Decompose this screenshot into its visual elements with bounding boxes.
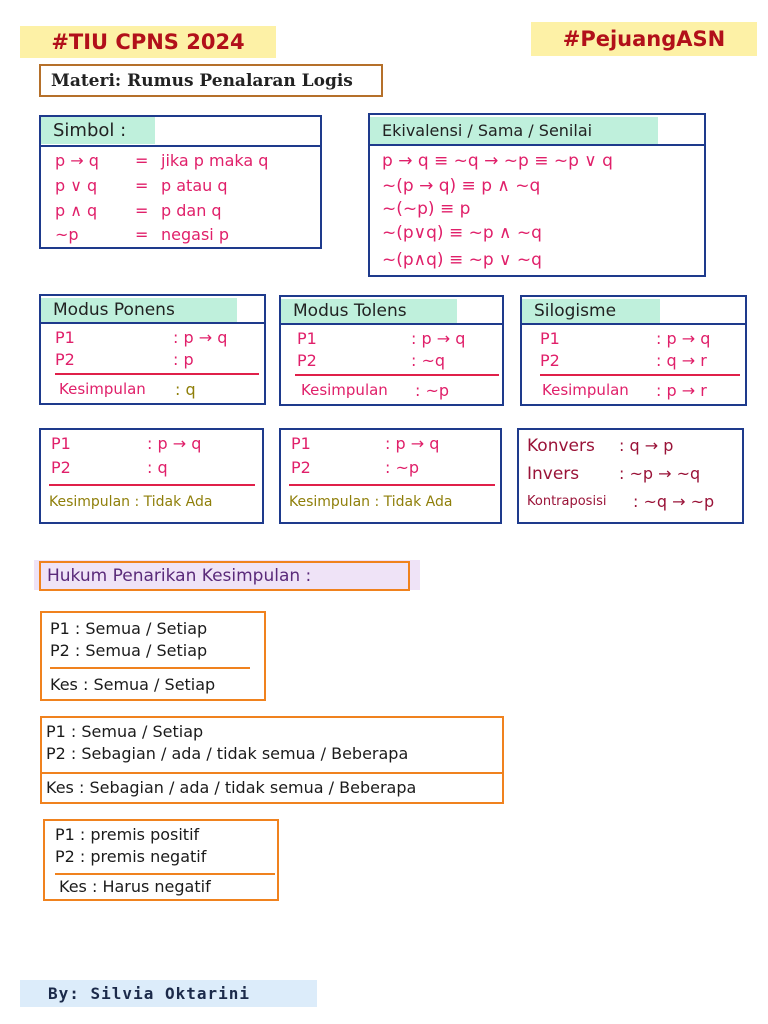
sil-kes-val: : p → r (656, 381, 707, 400)
sil-kes-label: Kesimpulan (542, 381, 629, 399)
simbol-row-3-eq: = (135, 201, 149, 220)
simbol-row-3-sym: p ∧ q (55, 201, 98, 220)
mt-kes-label: Kesimpulan (301, 381, 388, 399)
hb3-p1: P1 : premis positif (55, 825, 200, 844)
kontraposisi-label: Kontraposisi (527, 494, 607, 509)
ta2-p1-label: P1 (291, 434, 311, 453)
modus-ponens-box (39, 294, 266, 405)
hukum-title-box (39, 561, 410, 591)
ta1-p1-val: : p → q (147, 434, 202, 453)
modus-ponens-title: Modus Ponens (41, 298, 237, 322)
tidak-ada-box-1 (39, 428, 264, 524)
mt-p2-val: : ~q (411, 351, 446, 370)
konvers-label: Konvers (527, 436, 595, 456)
sil-p1-label: P1 (540, 329, 560, 348)
simbol-row-4-sym: ~p (55, 225, 79, 244)
ta1-p2-label: P2 (51, 458, 71, 477)
mp-p2-label: P2 (55, 350, 75, 369)
simbol-row-2-eq: = (135, 176, 149, 195)
silogisme-title: Silogisme (522, 299, 660, 323)
ta2-kes: Kesimpulan : Tidak Ada (289, 494, 453, 510)
hukum-title: Hukum Penarikan Kesimpulan : (47, 566, 312, 586)
silogisme-box (520, 295, 747, 406)
mp-kes-label: Kesimpulan (59, 380, 146, 398)
hb3-kes: Kes : Harus negatif (59, 877, 211, 896)
sil-p1-val: : p → q (656, 329, 711, 348)
sil-p2-label: P2 (540, 351, 560, 370)
kontraposisi-val: : ~q → ~p (633, 492, 715, 511)
simbol-row-1-eq: = (135, 151, 149, 170)
ta2-p1-val: : p → q (385, 434, 440, 453)
simbol-row-2-sym: p ∨ q (55, 176, 98, 195)
mp-p2-val: : p (173, 350, 194, 369)
tag-tiu-cpns: #TIU CPNS 2024 (20, 26, 276, 58)
hukum-box-1 (40, 611, 266, 701)
hb2-kes: Kes : Sebagian / ada / tidak semua / Beberapa (46, 778, 417, 797)
ekivalensi-row-4: ~(p∨q) ≡ ~p ∧ ~q (382, 223, 542, 243)
hb2-p1: P1 : Semua / Setiap (46, 722, 204, 741)
hb1-p1: P1 : Semua / Setiap (50, 619, 208, 638)
simbol-row-1-desc: jika p maka q (161, 151, 269, 170)
mt-kes-val: : ~p (415, 381, 450, 400)
mp-p1-val: : p → q (173, 328, 228, 347)
ekivalensi-box (368, 113, 706, 277)
tag-pejuang-asn: #PejuangASN (531, 22, 757, 56)
konvers-val: : q → p (619, 436, 674, 455)
ekivalensi-row-5: ~(p∧q) ≡ ~p ∨ ~q (382, 250, 542, 270)
mt-p2-label: P2 (297, 351, 317, 370)
ta2-p2-label: P2 (291, 458, 311, 477)
ta1-p2-val: : q (147, 458, 168, 477)
modus-tolens-title: Modus Tolens (281, 299, 457, 323)
simbol-row-3-desc: p dan q (161, 201, 222, 220)
simbol-box (39, 115, 322, 249)
simbol-row-4-desc: negasi p (161, 225, 229, 244)
hukum-box-2 (40, 716, 504, 804)
ekivalensi-row-1: p → q ≡ ~q → ~p ≡ ~p ∨ q (382, 151, 613, 171)
ta2-p2-val: : ~p (385, 458, 420, 477)
ta1-kes: Kesimpulan : Tidak Ada (49, 494, 213, 510)
konvers-box (517, 428, 744, 524)
materi-title: Materi: Rumus Penalaran Logis (39, 64, 383, 97)
tidak-ada-box-2 (279, 428, 502, 524)
simbol-row-1-sym: p → q (55, 151, 99, 170)
mp-p1-label: P1 (55, 328, 75, 347)
sil-p2-val: : q → r (656, 351, 707, 370)
ekivalensi-row-3: ~(~p) ≡ p (382, 199, 471, 219)
hb3-p2: P2 : premis negatif (55, 847, 207, 866)
hb1-p2: P2 : Semua / Setiap (50, 641, 208, 660)
simbol-title: Simbol : (41, 117, 155, 144)
hb2-p2: P2 : Sebagian / ada / tidak semua / Beberapa (46, 744, 409, 763)
invers-label: Invers (527, 464, 580, 484)
hb1-kes: Kes : Semua / Setiap (50, 675, 216, 694)
modus-tolens-box (279, 295, 504, 406)
simbol-row-2-desc: p atau q (161, 176, 228, 195)
invers-val: : ~p → ~q (619, 464, 701, 483)
ta1-p1-label: P1 (51, 434, 71, 453)
author-credit: By: Silvia Oktarini (20, 980, 317, 1007)
ekivalensi-row-2: ~(p → q) ≡ p ∧ ~q (382, 176, 541, 196)
hukum-box-3 (43, 819, 279, 901)
ekivalensi-title: Ekivalensi / Sama / Senilai (370, 117, 658, 144)
simbol-row-4-eq: = (135, 225, 149, 244)
mt-p1-label: P1 (297, 329, 317, 348)
mt-p1-val: : p → q (411, 329, 466, 348)
mp-kes-val: : q (175, 380, 196, 399)
